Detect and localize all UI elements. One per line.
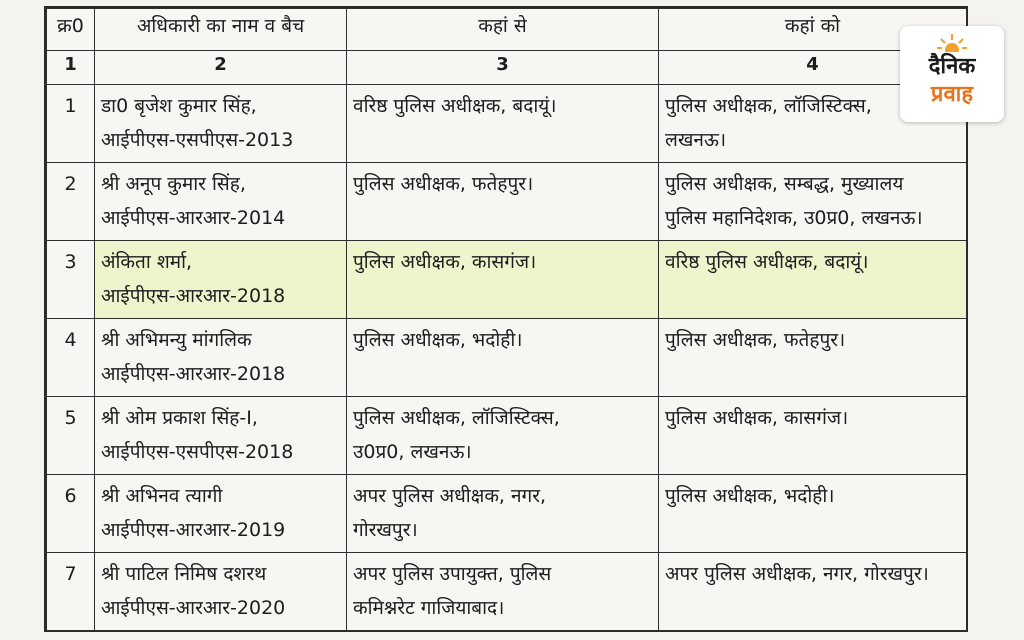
officer-name-cell — [95, 397, 347, 475]
cell-text-line: पुलिस महानिदेशक, उ0प्र0, लखनऊ। — [665, 207, 923, 229]
to-posting-cell — [659, 475, 967, 553]
column-number: 2 — [95, 51, 347, 85]
cell-text-line: पुलिस अधीक्षक, फतेहपुर। — [665, 329, 846, 351]
serial-cell: 6 — [47, 475, 95, 553]
from-posting-cell — [347, 85, 659, 163]
cell-text-line: आईपीएस-आरआर-2020 — [101, 597, 286, 619]
cell-text-line: वरिष्ठ पुलिस अधीक्षक, बदायूं। — [353, 95, 557, 117]
header-serial: क्र0 — [47, 9, 95, 51]
cell-text-line: श्री अनूप कुमार सिंह, — [101, 173, 246, 195]
dainik-pravah-logo — [900, 26, 1004, 122]
column-number: 1 — [47, 51, 95, 85]
table-row — [47, 397, 967, 475]
officer-name-cell — [95, 475, 347, 553]
cell-text-line: पुलिस अधीक्षक, लॉजिस्टिक्स, — [353, 407, 560, 429]
transfer-table — [46, 8, 967, 631]
to-posting-cell — [659, 163, 967, 241]
to-posting-cell — [659, 397, 967, 475]
to-posting-cell — [659, 241, 967, 319]
table-row — [47, 319, 967, 397]
logo-line-1: दैनिक — [928, 54, 976, 79]
column-number: 3 — [347, 51, 659, 85]
from-posting-cell — [347, 319, 659, 397]
from-posting-cell — [347, 475, 659, 553]
officer-name-cell — [95, 319, 347, 397]
logo-line-2: प्रवाह — [930, 82, 974, 107]
cell-text-line: आईपीएस-आरआर-2018 — [101, 363, 286, 385]
from-posting-cell — [347, 241, 659, 319]
to-posting-cell — [659, 553, 967, 631]
column-number-row — [47, 51, 967, 85]
transfer-list-document — [44, 6, 968, 632]
cell-text-line: आईपीएस-एसपीएस-2013 — [101, 129, 294, 151]
cell-text-line: पुलिस अधीक्षक, सम्बद्ध, मुख्यालय — [665, 173, 904, 195]
serial-cell: 1 — [47, 85, 95, 163]
serial-cell: 3 — [47, 241, 95, 319]
column-number: 4 — [659, 51, 967, 85]
cell-text-line: पुलिस अधीक्षक, फतेहपुर। — [353, 173, 534, 195]
cell-text-line: वरिष्ठ पुलिस अधीक्षक, बदायूं। — [665, 251, 869, 273]
cell-text-line: डा0 बृजेश कुमार सिंह, — [101, 95, 257, 117]
sun-icon — [936, 32, 968, 52]
cell-text-line: अपर पुलिस अधीक्षक, नगर, गोरखपुर। — [665, 563, 929, 585]
header-officer-name: अधिकारी का नाम व बैच — [95, 9, 347, 51]
header-from: कहां से — [347, 9, 659, 51]
officer-name-cell — [95, 163, 347, 241]
header-to: कहां को — [659, 9, 967, 51]
cell-text-line: श्री ओम प्रकाश सिंह-I, — [101, 407, 258, 429]
cell-text-line: पुलिस अधीक्षक, भदोही। — [665, 485, 835, 507]
table-row — [47, 241, 967, 319]
serial-cell: 5 — [47, 397, 95, 475]
cell-text-line: अपर पुलिस अधीक्षक, नगर, — [353, 485, 547, 507]
from-posting-cell — [347, 553, 659, 631]
from-posting-cell — [347, 397, 659, 475]
table-row — [47, 163, 967, 241]
table-row — [47, 85, 967, 163]
cell-text-line: अंकिता शर्मा, — [101, 251, 193, 273]
cell-text-line: उ0प्र0, लखनऊ। — [353, 441, 472, 463]
officer-name-cell — [95, 553, 347, 631]
cell-text-line: अपर पुलिस उपायुक्त, पुलिस — [353, 563, 552, 585]
table-row — [47, 553, 967, 631]
serial-cell: 4 — [47, 319, 95, 397]
officer-name-cell — [95, 85, 347, 163]
cell-text-line: श्री पाटिल निमिष दशरथ — [101, 563, 267, 585]
from-posting-cell — [347, 163, 659, 241]
cell-text-line: श्री अभिमन्यु मांगलिक — [101, 329, 252, 351]
cell-text-line: आईपीएस-एसपीएस-2018 — [101, 441, 294, 463]
cell-text-line: लखनऊ। — [665, 129, 727, 151]
header-row — [47, 9, 967, 51]
cell-text-line: आईपीएस-आरआर-2019 — [101, 519, 286, 541]
cell-text-line: आईपीएस-आरआर-2018 — [101, 285, 286, 307]
cell-text-line: आईपीएस-आरआर-2014 — [101, 207, 286, 229]
table-row — [47, 475, 967, 553]
officer-name-cell — [95, 241, 347, 319]
cell-text-line: गोरखपुर। — [353, 519, 418, 541]
to-posting-cell — [659, 319, 967, 397]
serial-cell: 7 — [47, 553, 95, 631]
cell-text-line: पुलिस अधीक्षक, भदोही। — [353, 329, 523, 351]
cell-text-line: पुलिस अधीक्षक, कासगंज। — [353, 251, 537, 273]
cell-text-line: पुलिस अधीक्षक, कासगंज। — [665, 407, 849, 429]
cell-text-line: कमिश्नरेट गाजियाबाद। — [353, 597, 505, 619]
serial-cell: 2 — [47, 163, 95, 241]
cell-text-line: श्री अभिनव त्यागी — [101, 485, 223, 507]
cell-text-line: पुलिस अधीक्षक, लॉजिस्टिक्स, — [665, 95, 872, 117]
